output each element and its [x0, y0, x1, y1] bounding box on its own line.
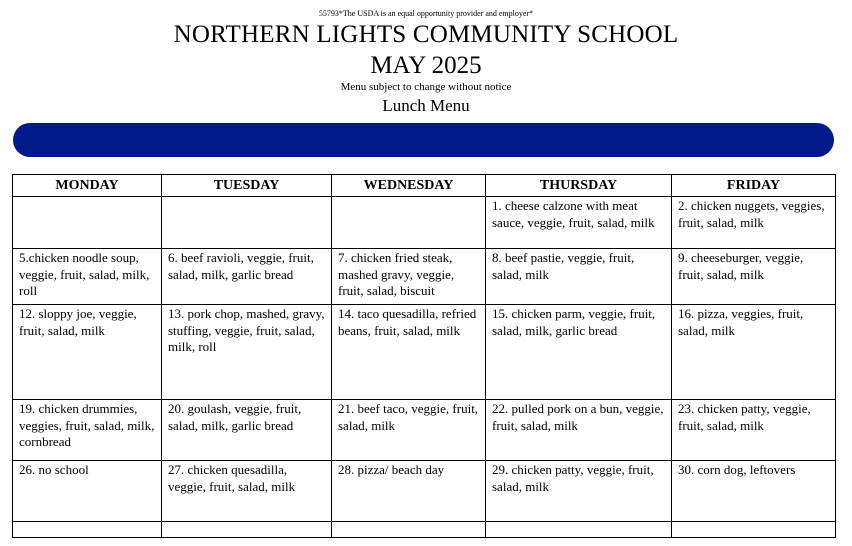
day-cell: 12. sloppy joe, veggie, fruit, salad, milk	[13, 305, 162, 400]
school-name: NORTHERN LIGHTS COMMUNITY SCHOOL	[173, 21, 679, 48]
week-row	[13, 249, 836, 305]
day-cell	[332, 522, 486, 538]
change-notice: Menu subject to change without notice	[340, 81, 512, 93]
header-banner	[13, 123, 834, 157]
day-cell: 23. chicken patty, veggie, fruit, salad, milk	[672, 400, 836, 461]
menu-month: MAY 2025	[370, 52, 482, 79]
day-cell	[13, 522, 162, 538]
day-cell	[13, 197, 162, 249]
day-header-row	[13, 175, 836, 197]
day-cell: 20. goulash, veggie, fruit, salad, milk, garlic bread	[162, 400, 332, 461]
day-cell: 2. chicken nuggets, veggies, fruit, salad, milk	[672, 197, 836, 249]
usda-statement: 55793*The USDA is an equal opportunity provider and employer*	[318, 9, 534, 18]
day-cell	[162, 197, 332, 249]
day-cell: 5.chicken noodle soup, veggie, fruit, salad, milk, roll	[13, 249, 162, 305]
week-row	[13, 305, 836, 400]
day-cell: 27. chicken quesadilla, veggie, fruit, salad, milk	[162, 461, 332, 522]
week-row	[13, 197, 836, 249]
day-cell	[486, 522, 672, 538]
day-cell: 8. beef pastie, veggie, fruit, salad, milk	[486, 249, 672, 305]
menu-type-title: Lunch Menu	[382, 96, 470, 115]
week-row	[13, 461, 836, 522]
lunch-calendar-table	[12, 174, 836, 538]
day-cell: 26. no school	[13, 461, 162, 522]
day-header-tuesday: TUESDAY	[162, 175, 332, 197]
day-cell: 1. cheese calzone with meat sauce, veggie, fruit, salad, milk	[486, 197, 672, 249]
day-cell: 7. chicken fried steak, mashed gravy, veggie, fruit, salad, biscuit	[332, 249, 486, 305]
day-header-thursday: THURSDAY	[486, 175, 672, 197]
day-cell: 22. pulled pork on a bun, veggie, fruit, salad, milk	[486, 400, 672, 461]
day-cell: 13. pork chop, mashed, gravy, stuffing, veggie, fruit, salad, milk, roll	[162, 305, 332, 400]
day-cell: 21. beef taco, veggie, fruit, salad, milk	[332, 400, 486, 461]
day-cell: 15. chicken parm, veggie, fruit, salad, milk, garlic bread	[486, 305, 672, 400]
day-header-friday: FRIDAY	[672, 175, 836, 197]
day-cell: 9. cheeseburger, veggie, fruit, salad, milk	[672, 249, 836, 305]
day-cell: 14. taco quesadilla, refried beans, fruit, salad, milk	[332, 305, 486, 400]
day-cell	[332, 197, 486, 249]
week-row	[13, 400, 836, 461]
day-cell	[162, 522, 332, 538]
day-cell: 28. pizza/ beach day	[332, 461, 486, 522]
day-cell: 29. chicken patty, veggie, fruit, salad, milk	[486, 461, 672, 522]
day-cell: 19. chicken drummies, veggies, fruit, salad, milk, cornbread	[13, 400, 162, 461]
day-header-wednesday: WEDNESDAY	[332, 175, 486, 197]
day-cell: 16. pizza, veggies, fruit, salad, milk	[672, 305, 836, 400]
week-row	[13, 522, 836, 538]
day-cell: 30. corn dog, leftovers	[672, 461, 836, 522]
day-cell	[672, 522, 836, 538]
day-header-monday: MONDAY	[13, 175, 162, 197]
day-cell: 6. beef ravioli, veggie, fruit, salad, milk, garlic bread	[162, 249, 332, 305]
